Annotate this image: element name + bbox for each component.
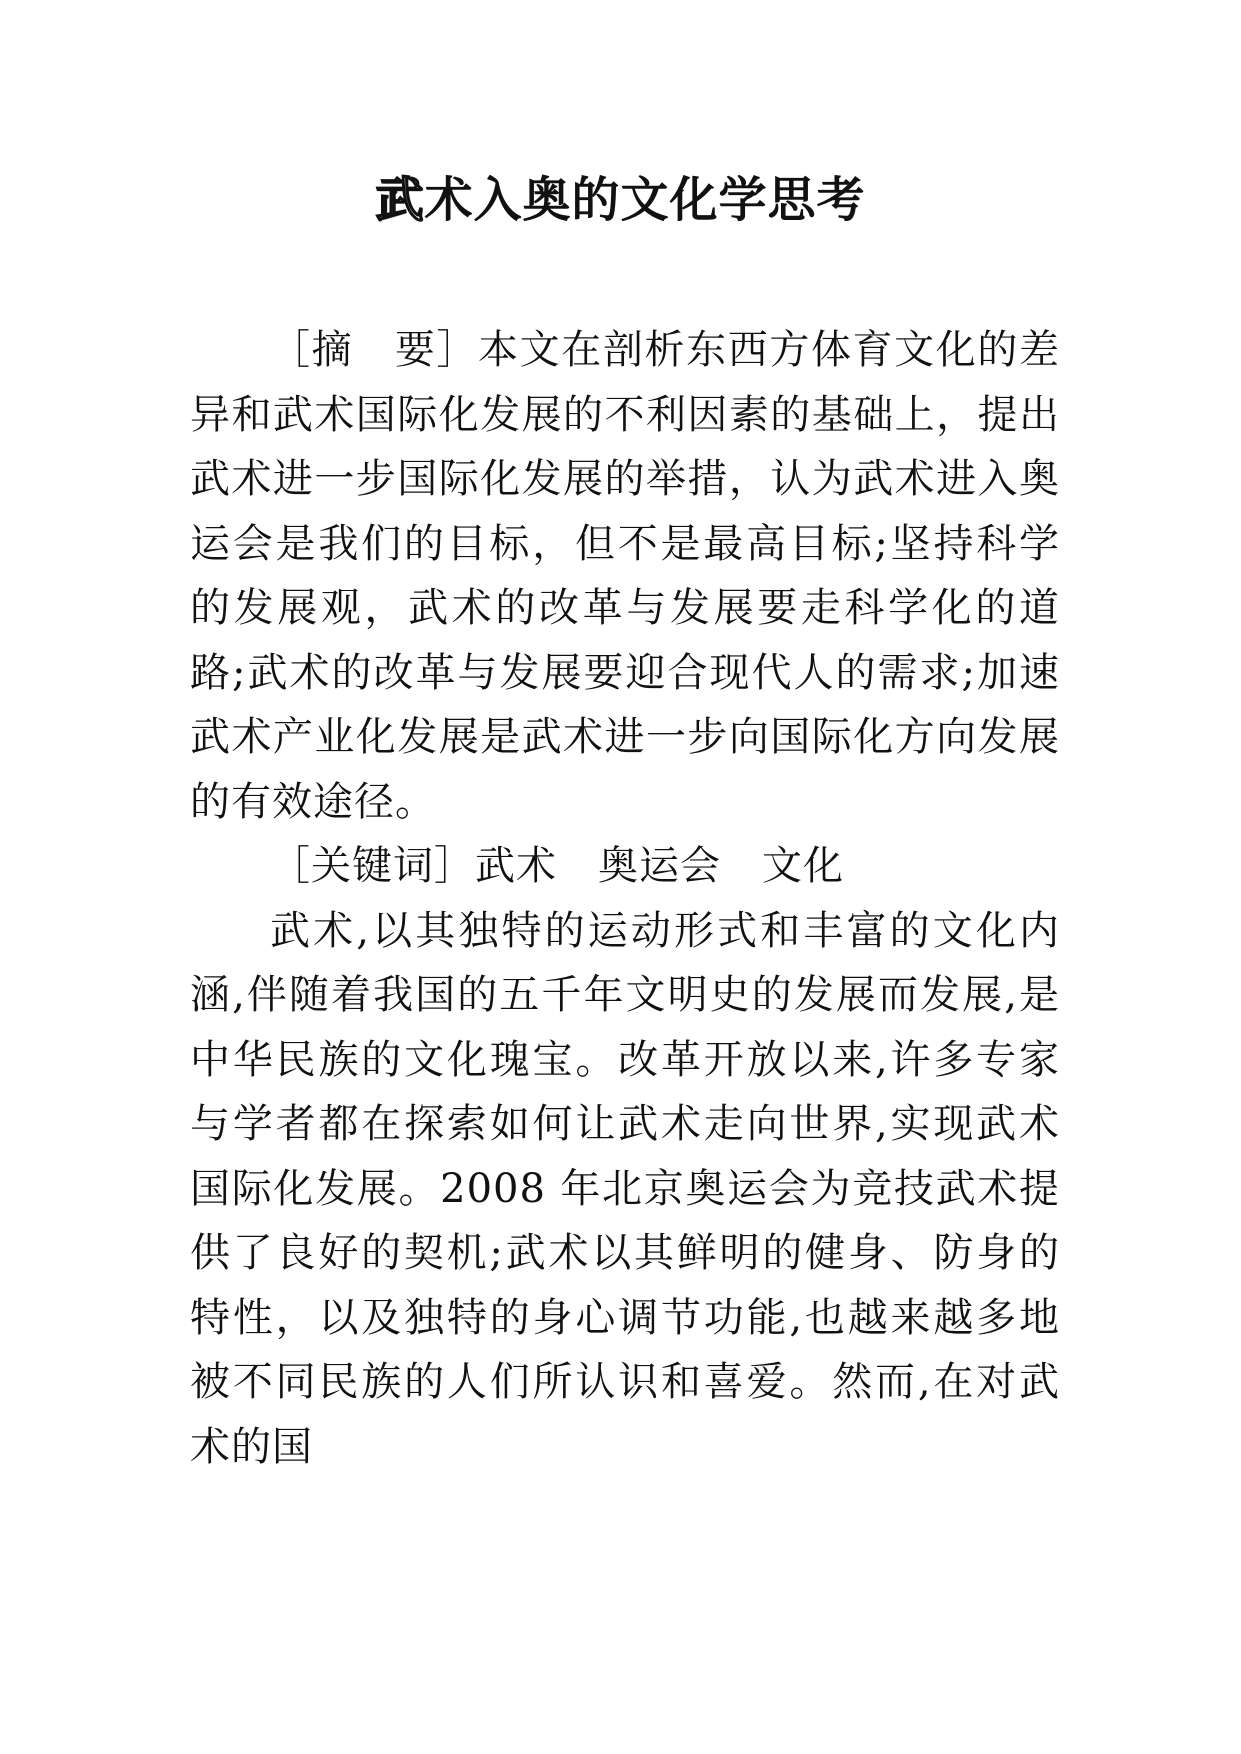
document-title (0, 170, 1241, 230)
title-remainder: 术入奥的文化学思考 (424, 172, 866, 228)
document-body (190, 318, 1060, 1479)
title-first-character: 武 (375, 172, 425, 228)
keywords-paragraph: ［关键词］武术 奥运会 文化 (270, 843, 844, 889)
body-paragraph: 武术,以其独特的运动形式和丰富的文化内涵,伴随着我国的五千年文明史的发展而发展,是中华民族的文化瑰宝。改革开放以来,许多专家与学者都在探索如何让武术走向世界,实现武术国际化发展。2008 年北京奥运会为竞技武术提供了良好的契机;武术以其鲜明的健身、防身的特性，以及独特的身心调节功能,也越来越多地被不同民族的人们所认识和喜爱。然而,在对武术的国 (190, 907, 1060, 1470)
abstract-paragraph: ［摘 要］本文在剖析东西方体育文化的差异和武术国际化发展的不利因素的基础上，提出武术进一步国际化发展的举措，认为武术进入奥运会是我们的目标，但不是最高目标;坚持科学的发展观，武术的改革与发展要走科学化的道路;武术的改革与发展要迎合现代人的需求;加速武术产业化发展是武术进一步向国际化方向发展的有效途径。 (190, 327, 1060, 825)
